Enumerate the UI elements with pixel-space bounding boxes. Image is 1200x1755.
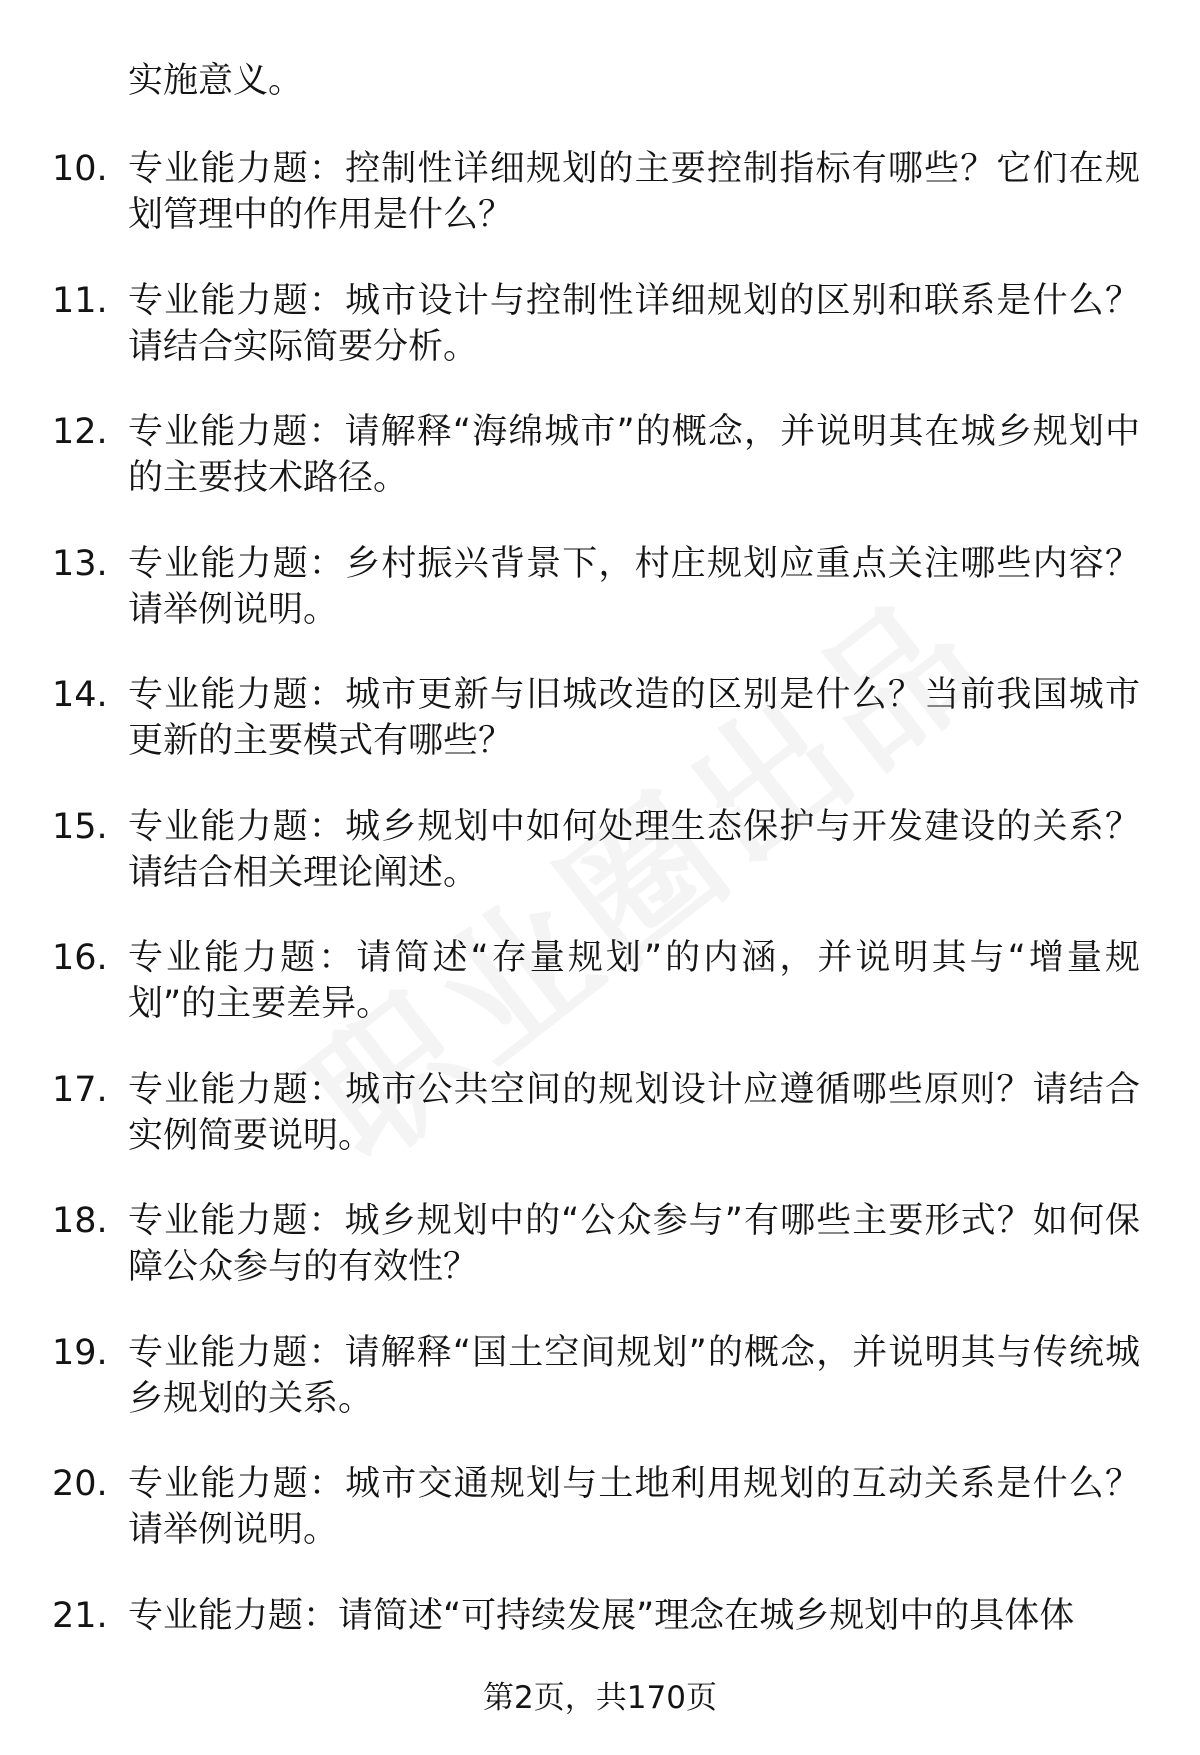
question-item-11	[0, 278, 1200, 370]
question-item-17	[0, 1067, 1200, 1159]
question-list	[0, 146, 1200, 1724]
question-text: 专业能力题：请简述“可持续发展”理念在城乡规划中的具体体	[128, 1595, 1075, 1636]
continuation-text: 实施意义。	[128, 61, 304, 101]
question-text: 专业能力题：请简述“存量规划”的内涵，并说明其与“增量规划”的主要差异。	[128, 938, 1140, 1024]
question-text: 专业能力题：城乡规划中如何处理生态保护与开发建设的关系？请结合相关理论阐述。	[128, 806, 1140, 893]
question-item-21	[0, 1593, 1200, 1685]
question-number: 17.	[52, 1069, 108, 1110]
question-number: 14.	[52, 675, 108, 715]
question-item-19	[0, 1330, 1200, 1422]
question-text: 专业能力题：请解释“国土空间规划”的概念，并说明其与传统城乡规划的关系。	[128, 1332, 1140, 1419]
page-footer: 第2页，共170页	[483, 1680, 717, 1716]
question-text: 专业能力题：城市更新与旧城改造的区别是什么？当前我国城市更新的主要模式有哪些？	[128, 675, 1140, 761]
question-item-20	[0, 1461, 1200, 1553]
question-number: 13.	[52, 543, 108, 584]
question-number: 16.	[52, 938, 108, 978]
question-number: 12.	[52, 412, 108, 452]
question-text: 专业能力题：城市设计与控制性详细规划的区别和联系是什么？请结合实际简要分析。	[128, 280, 1140, 367]
question-number: 20.	[52, 1464, 108, 1504]
question-text: 专业能力题：请解释“海绵城市”的概念，并说明其在城乡规划中的主要技术路径。	[128, 412, 1140, 498]
question-text: 专业能力题：城乡规划中的“公众参与”有哪些主要形式？如何保障公众参与的有效性？	[128, 1201, 1140, 1287]
question-item-12	[0, 409, 1200, 501]
question-text: 专业能力题：城市公共空间的规划设计应遵循哪些原则？请结合实例简要说明。	[128, 1069, 1140, 1156]
question-number: 18.	[52, 1201, 108, 1241]
question-item-18	[0, 1198, 1200, 1290]
question-item-10	[0, 146, 1200, 238]
question-item-13	[0, 541, 1200, 633]
question-number: 11.	[52, 280, 108, 321]
question-text: 专业能力题：城市交通规划与土地利用规划的互动关系是什么？请举例说明。	[128, 1464, 1140, 1550]
question-number: 15.	[52, 806, 108, 847]
question-item-15	[0, 804, 1200, 896]
question-item-16	[0, 935, 1200, 1027]
question-item-14	[0, 672, 1200, 764]
question-text: 专业能力题：乡村振兴背景下，村庄规划应重点关注哪些内容？请举例说明。	[128, 543, 1140, 630]
question-number: 21.	[52, 1595, 108, 1636]
question-number: 10.	[52, 149, 108, 189]
question-number: 19.	[52, 1332, 108, 1373]
question-text: 专业能力题：控制性详细规划的主要控制指标有哪些？它们在规划管理中的作用是什么？	[128, 149, 1140, 235]
